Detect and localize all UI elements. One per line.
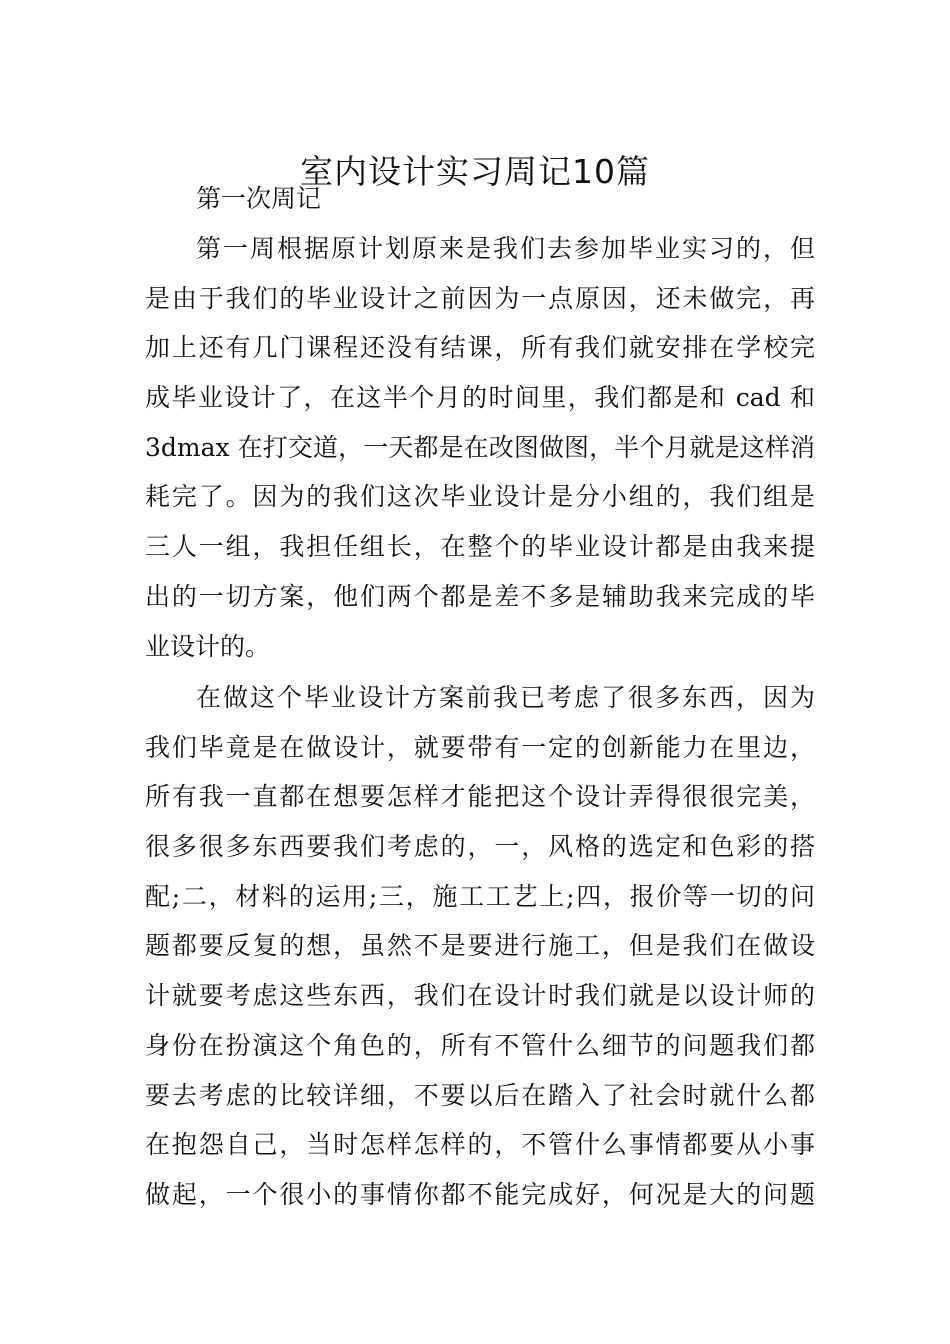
paragraph-line: 出的一切方案，他们两个都是差不多是辅助我来完成的毕	[145, 581, 815, 611]
paragraph-line: 3dmax 在打交道，一天都是在改图做图，半个月就是这样消	[145, 432, 815, 462]
paragraph-1	[145, 224, 815, 671]
paragraph-line: 第一周根据原计划原来是我们去参加毕业实习的，但	[196, 234, 815, 263]
paragraph-line: 成毕业设计了，在这半个月的时间里，我们都是和 cad 和	[145, 383, 815, 413]
paragraph-line: 在抱怨自己，当时怎样怎样的，不管什么事情都要从小事	[145, 1130, 815, 1160]
paragraph-line: 耗完了。因为的我们这次毕业设计是分小组的，我们组是	[145, 482, 815, 512]
paragraph-line: 是由于我们的毕业设计之前因为一点原因，还未做完，再	[145, 283, 815, 313]
paragraph-line: 我们毕竟是在做设计，就要带有一定的创新能力在里边，	[145, 732, 815, 762]
page-title: 室内设计实习周记10篇	[300, 152, 650, 192]
paragraph-line: 在做这个毕业设计方案前我已考虑了很多东西，因为	[196, 683, 815, 712]
paragraph-line: 计就要考虑这些东西，我们在设计时我们就是以设计师的	[145, 981, 815, 1011]
paragraph-line: 题都要反复的想，虽然不是要进行施工，但是我们在做设	[145, 931, 815, 961]
paragraph-line: 很多很多东西要我们考虑的，一，风格的选定和色彩的搭	[145, 832, 815, 862]
paragraph-line: 配;二，材料的运用;三，施工工艺上;四，报价等一切的问	[145, 881, 815, 911]
paragraph-line: 所有我一直都在想要怎样才能把这个设计弄得很很完美，	[145, 782, 815, 812]
paragraph-line: 要去考虑的比较详细，不要以后在踏入了社会时就什么都	[145, 1080, 815, 1110]
paragraph-line: 做起，一个很小的事情你都不能完成好，何况是大的问题	[145, 1179, 815, 1209]
paragraph-2	[145, 673, 815, 1220]
paragraph-line: 加上还有几门课程还没有结课，所有我们就安排在学校完	[145, 333, 815, 363]
paragraph-line: 业设计的。	[145, 631, 271, 661]
section-heading: 第一次周记	[196, 184, 322, 213]
paragraph-line: 身份在扮演这个角色的，所有不管什么细节的问题我们都	[145, 1030, 815, 1060]
paragraph-line: 三人一组，我担任组长，在整个的毕业设计都是由我来提	[145, 532, 815, 562]
